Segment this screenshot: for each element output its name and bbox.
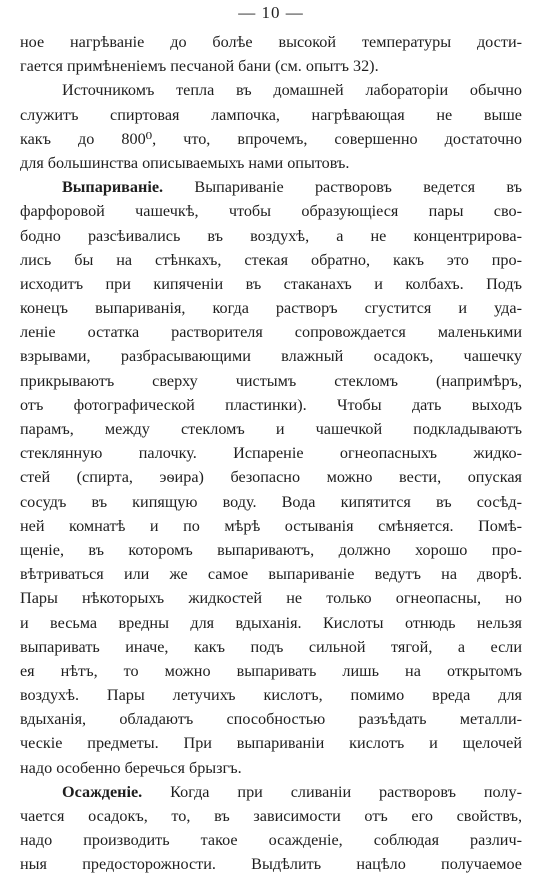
text-line: [20, 562, 522, 586]
line-text: вдыханія, обладаютъ способностью разъѣдать металли-: [20, 710, 522, 729]
text-line: [20, 828, 522, 852]
line-text: воздухѣ. Пары летучихъ кислотъ, помимо вреда для: [20, 686, 522, 705]
text-line: [20, 514, 522, 538]
text-line: [20, 54, 522, 78]
text-line: [20, 417, 522, 441]
text-line: [20, 611, 522, 635]
text-line: [20, 175, 522, 199]
line-text: служитъ спиртовая лампочка, нагрѣвающая не выше: [20, 105, 522, 124]
line-text: ней комнатѣ и по мѣрѣ остыванія смѣняется. Помѣ-: [20, 516, 522, 535]
line-text: Пары нѣкоторыхъ жидкостей не только огнеопасны, но: [20, 589, 522, 608]
text-line: [20, 30, 522, 54]
text-line: [20, 78, 522, 102]
line-text: гается примѣненіемъ песчаной бани (см. опытъ 32).: [20, 57, 379, 76]
line-text: взрывами, разбрасывающими влажный осадокъ, чашечку: [20, 347, 522, 366]
line-text: лись бы на стѣнкахъ, стекая обратно, какъ это про-: [20, 250, 522, 269]
text-line: [20, 635, 522, 659]
text-line: [20, 586, 522, 610]
text-line: [20, 707, 522, 731]
line-text: прикрываютъ сверху чистымъ стекломъ (напримѣръ,: [20, 371, 522, 390]
line-text: надо производить такое осажденіе, соблюдая различ-: [20, 831, 522, 850]
line-text: вѣтриваться или же самое выпариваніе ведутъ на дворѣ.: [20, 565, 522, 584]
line-text: выпаривать иначе, какъ подъ сильной тягой, а если: [20, 637, 522, 656]
text-line: [20, 248, 522, 272]
text-line: [20, 731, 522, 755]
text-line: [20, 852, 522, 876]
text-line: [20, 127, 522, 151]
line-text: стеклянную палочку. Испареніе огнеопасныхъ жидко-: [20, 444, 522, 463]
line-text: какъ до 800⁰, что, впрочемъ, совершенно достаточно: [20, 129, 522, 148]
text-line: [20, 780, 522, 804]
line-text: сосудъ въ кипящую воду. Вода кипятится въ сосѣд-: [20, 492, 522, 511]
text-line: [20, 465, 522, 489]
text-line: [20, 393, 522, 417]
line-text: парамъ, между стекломъ и чашечкой подкладываютъ: [20, 420, 522, 438]
line-text: Источникомъ тепла въ домашней лабораторіи обычно: [62, 81, 522, 100]
text-line: [20, 272, 522, 296]
line-text: ное нагрѣваніе до болѣе высокой температуры дости-: [20, 33, 522, 51]
text-line: [20, 538, 522, 562]
text-line: [20, 659, 522, 683]
line-text: стей (спирта, эѳира) безопасно можно вести, опуская: [20, 468, 522, 487]
section-heading: Выпариваніе.: [62, 178, 164, 197]
text-line: [20, 296, 522, 320]
line-text: леніе остатка растворителя сопровождается маленькими: [20, 323, 522, 342]
text-line: [20, 344, 522, 368]
section-heading: Осажденіе.: [62, 782, 143, 801]
line-text: отъ фотографической пластинки). Чтобы дать выходъ: [20, 395, 522, 414]
text-line: [20, 441, 522, 465]
line-text: Выпариваніе растворовъ ведется въ: [163, 178, 522, 197]
text-line: [20, 199, 522, 223]
body-text: [20, 30, 522, 877]
text-line: [20, 369, 522, 393]
line-text: бодно разсѣивались въ воздухѣ, а не концентрирова-: [20, 226, 522, 245]
line-text: чается осадокъ, то, въ зависимости отъ его свойствъ,: [20, 807, 522, 825]
line-text: щеніе, въ которомъ выпариваютъ, должно хорошо про-: [20, 540, 522, 559]
text-line: [20, 224, 522, 248]
text-line: [20, 320, 522, 344]
page-number: — 10 —: [238, 3, 304, 22]
line-text: ческіе предметы. При выпариваніи кислотъ и щелочей: [20, 734, 522, 753]
text-line: [20, 103, 522, 127]
text-line: [20, 804, 522, 828]
line-text: и весьма вредны для вдыханія. Кислоты отнюдь нельзя: [20, 613, 522, 632]
line-text: исходитъ при кипяченіи въ стаканахъ и колбахъ. Подъ: [20, 274, 522, 293]
line-text: ея нѣтъ, то можно выпаривать лишь на открытомъ: [20, 661, 522, 680]
text-line: [20, 756, 522, 780]
line-text: фарфоровой чашечкѣ, чтобы образующіеся пары сво-: [20, 202, 522, 221]
text-line: [20, 490, 522, 514]
line-text: надо особенно беречься брызгъ.: [20, 758, 242, 777]
text-line: [20, 151, 522, 175]
line-text: конецъ выпариванія, когда растворъ сгустится и уда-: [20, 299, 522, 318]
text-line: [20, 683, 522, 707]
line-text: для большинства описываемыхъ нами опытовъ.: [20, 153, 350, 172]
line-text: Когда при сливаніи растворовъ полу-: [142, 782, 522, 801]
line-text: ныя предосторожности. Выдѣлить нацѣло получаемое: [20, 855, 522, 874]
